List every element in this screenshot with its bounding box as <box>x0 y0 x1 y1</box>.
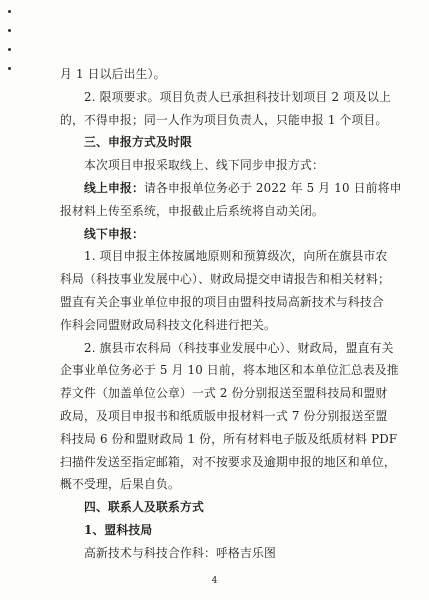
body-line: 1. 项目申报主体按属地原则和预算级次，向所在旗县市农 <box>84 249 388 264</box>
page-number: 4 <box>211 576 218 586</box>
body-line: 报材料上传至系统，申报截止后系统将自动关闭。 <box>60 203 324 218</box>
body-line: 科技局 6 份和盟财政局 1 份，所有材料电子版及纸质材料 PDF <box>60 431 398 446</box>
body-line: 本次项目申报采取线上、线下同步申报方式： <box>84 158 324 173</box>
body-line: 月 1 日以后出生）。 <box>60 67 166 81</box>
online-submission-label: 线上申报： <box>84 181 144 195</box>
subsection-heading: 1、盟科技局 <box>84 523 153 537</box>
body-line: 作科会同盟财政局科技文化科进行把关。 <box>60 317 276 332</box>
online-submission-text: 请各申报单位务必于 2022 年 5 月 10 日前将申 <box>144 181 402 195</box>
body-line: 企事业单位务必于 5 月 10 日前，将本地区和本单位汇总表及推 <box>60 363 399 378</box>
body-line: 2. 旗县市农科局（科技事业发展中心）、财政局，盟直有关 <box>84 340 394 355</box>
body-line: 概不受理，后果自负。 <box>60 477 180 492</box>
body-line: 的，不得申报；同一人作为项目负责人，只能申报 1 个项目。 <box>60 112 388 127</box>
body-line: 2. 限项要求。项目负责人已承担科技计划项目 2 项及以上 <box>84 89 392 104</box>
body-line: 盟直有关企事业单位申报的项目由盟科技局高新技术与科技合 <box>60 295 384 309</box>
section-heading: 三、申报方式及时限 <box>84 135 192 150</box>
body-line: 荐文件（加盖单位公章）一式 2 份分别报送至盟科技局和盟财 <box>60 386 388 401</box>
section-heading: 四、联系人及联系方式 <box>84 500 204 515</box>
body-line: 政局，及项目申报书和纸质版申报材料一式 7 份分别报送至盟 <box>60 409 388 423</box>
online-submission-line <box>84 180 402 196</box>
offline-submission-label: 线下申报： <box>84 226 144 241</box>
body-line: 科局（科技事业发展中心）、财政局提交申请报告和相关材料； <box>60 272 391 287</box>
contact-line: 高新技术与科技合作科：呼格吉乐图 <box>84 545 276 560</box>
body-line: 扫描件发送至指定邮箱，对不按要求及逾期申报的地区和单位， <box>60 454 396 469</box>
